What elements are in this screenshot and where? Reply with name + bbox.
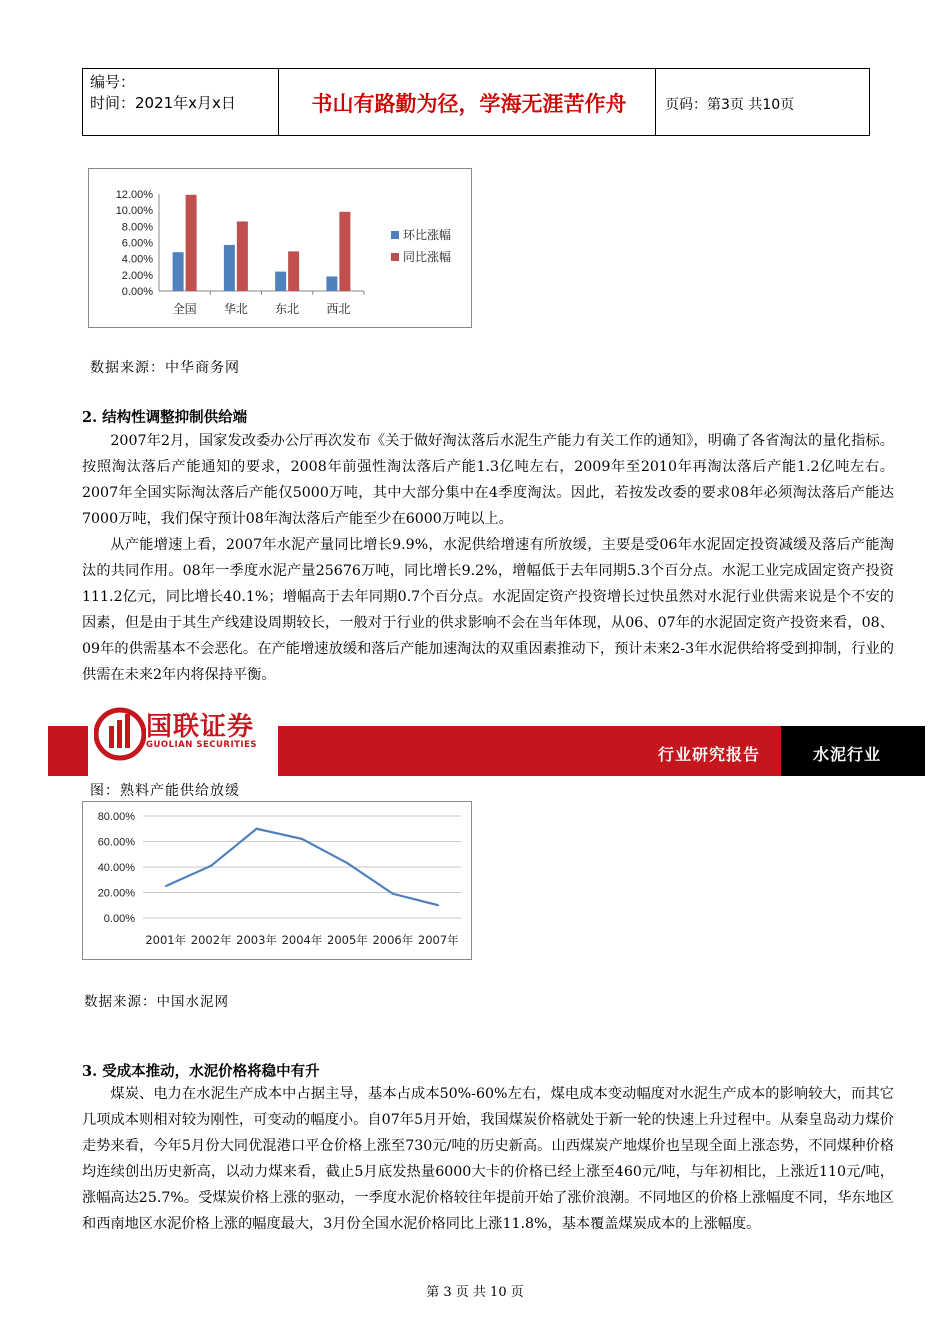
data-point [210, 865, 212, 867]
header-divider [655, 68, 656, 136]
legend-swatch [391, 231, 399, 239]
section-heading: 3. 受成本推动，水泥价格将稳中有升 [82, 1063, 320, 1080]
y-tick-label: 0.00% [103, 913, 135, 925]
header-motto: 书山有路勤为径，学海无涯苦作舟 [311, 92, 627, 116]
y-tick-label: 20.00% [97, 887, 135, 900]
x-tick-label: 2005年 [327, 933, 368, 947]
bar [288, 251, 299, 291]
legend-label: 环比涨幅 [403, 228, 452, 242]
y-tick-label: 0.00% [121, 286, 153, 298]
section-body [82, 1081, 894, 1237]
x-tick-label: 2003年 [236, 933, 277, 947]
bar [326, 276, 337, 291]
x-tick-label: 2001年 [145, 933, 187, 947]
industry-tag [781, 726, 925, 776]
x-tick-label: 华北 [223, 302, 248, 316]
y-tick-label: 12.00% [115, 189, 153, 201]
y-tick-label: 4.00% [121, 253, 153, 266]
bar-chart [88, 168, 472, 328]
data-point [256, 828, 258, 830]
data-point [347, 862, 349, 864]
bar-chart-svg [89, 169, 471, 327]
section-body [82, 428, 894, 688]
source-note: 数据来源：中国水泥网 [84, 994, 229, 1010]
x-tick-label: 2007年 [417, 933, 459, 947]
document-date: 时间：2021年x月x日 [90, 94, 236, 112]
industry-label: 水泥行业 [813, 745, 882, 764]
x-tick-label: 全国 [172, 302, 197, 316]
paragraph: 从产能增速上看，2007年水泥产量同比增长9.9%，水泥供给增速有所放缓，主要是受06年水泥固定投资减缓及落后产能淘汰的共同作用。08年一季度水泥产量25676万吨，同比增长9.2%，增幅低于去年同期5.3个百分点。水泥工业完成固定资产投资111.2亿元，同比增长40.1%；增幅高于去年同期0.7个百分点。水泥固定资产投资增长过快虽然对水泥行业供需来说是个不安的因素，但是由于其生产线建设周期较长，一般对于行业的供求影响不会在当年体现，从06、07年的水泥固定资产投资来看，08、09年的供需基本不会恶化。在产能增速放缓和落后产能加速淘汰的双重因素推动下，预计未来2-3年水泥供给将受到抑制，行业的供需在未来2年内将保持平衡。 [82, 537, 894, 683]
bar [224, 245, 235, 291]
header-bottom-rule [82, 135, 870, 136]
page-footer: 第 3 页 共 10 页 [426, 1285, 524, 1300]
bar [237, 221, 248, 291]
logo-subtext: GUOLIAN SECURITIES [146, 740, 257, 750]
source-note: 数据来源：中华商务网 [90, 360, 240, 376]
y-tick-label: 8.00% [121, 221, 153, 234]
legend-label: 同比涨幅 [403, 250, 452, 264]
header-page-number: 页码：第3页 共10页 [665, 97, 795, 113]
y-tick-label: 2.00% [121, 269, 153, 282]
data-point [165, 885, 167, 887]
x-tick-label: 2006年 [372, 933, 414, 947]
header-divider [278, 68, 279, 136]
header-meta [90, 72, 236, 114]
x-tick-label: 西北 [326, 302, 351, 316]
line-chart [82, 801, 472, 960]
paragraph: 2007年2月，国家发改委办公厅再次发布《关于做好淘汰落后水泥生产能力有关工作的通知》，明确了各省淘汰的量化指标。按照淘汰落后产能通知的要求，2008年前强性淘汰落后产能1.3亿吨左右，2009年至2010年再淘汰落后产能1.2亿吨左右。2007年全国实际淘汰落后产能仅5000万吨，其中大部分集中在4季度淘汰。因此，若按发改委的要求08年必须淘汰落后产能达7000万吨，我们保守预计08年淘汰落后产能至少在6000万吨以上。 [82, 433, 894, 527]
x-tick-label: 2004年 [281, 933, 323, 947]
y-tick-label: 6.00% [121, 237, 153, 250]
logo-text: 国联证券 [146, 712, 255, 742]
report-type-label: 行业研究报告 [658, 745, 761, 764]
legend-swatch [391, 253, 399, 261]
data-point [392, 893, 394, 895]
data-point [301, 838, 303, 840]
x-tick-label: 2002年 [190, 933, 232, 947]
line-chart-svg [83, 802, 471, 959]
data-point [437, 904, 439, 906]
logo-mark-icon [94, 706, 146, 762]
header-top-rule [82, 68, 870, 69]
bar [173, 252, 184, 291]
document-number: 编号： [90, 73, 136, 91]
y-tick-label: 80.00% [97, 811, 135, 823]
company-logo [88, 700, 278, 776]
bar [275, 272, 286, 291]
y-tick-label: 10.00% [115, 205, 153, 218]
section-heading: 2. 结构性调整抑制供给端 [82, 409, 248, 426]
bar [186, 195, 197, 291]
paragraph: 煤炭、电力在水泥生产成本中占据主导，基本占成本50%-60%左右，煤电成本变动幅度对水泥生产成本的影响较大，而其它几项成本则相对较为刚性，可变动的幅度小。自07年5月开始，我国煤炭价格就处于新一轮的快速上升过程中。从秦皇岛动力煤价走势来看，今年5月份大同优混港口平仓价格上涨至730元/吨的历史新高。山西煤炭产地煤价也呈现全面上涨态势，不同煤种价格均连续创出历史新高，以动力煤来看，截止5月底发热量6000大卡的价格已经上涨至460元/吨，与年初相比，上涨近110元/吨，涨幅高达25.7%。受煤炭价格上涨的驱动，一季度水泥价格较往年提前开始了涨价浪潮。不同地区的价格上涨幅度不同，华东地区和西南地区水泥价格上涨的幅度最大，3月份全国水泥价格同比上涨11.8%，基本覆盖煤炭成本的上涨幅度。 [82, 1086, 894, 1232]
bar [339, 212, 350, 291]
figure-caption: 图：熟料产能供给放缓 [90, 783, 240, 799]
banner-left-block [48, 726, 88, 776]
header-divider [869, 68, 870, 136]
header-divider [82, 68, 83, 136]
x-tick-label: 东北 [275, 302, 300, 316]
y-tick-label: 60.00% [97, 836, 135, 849]
y-tick-label: 40.00% [97, 862, 135, 874]
